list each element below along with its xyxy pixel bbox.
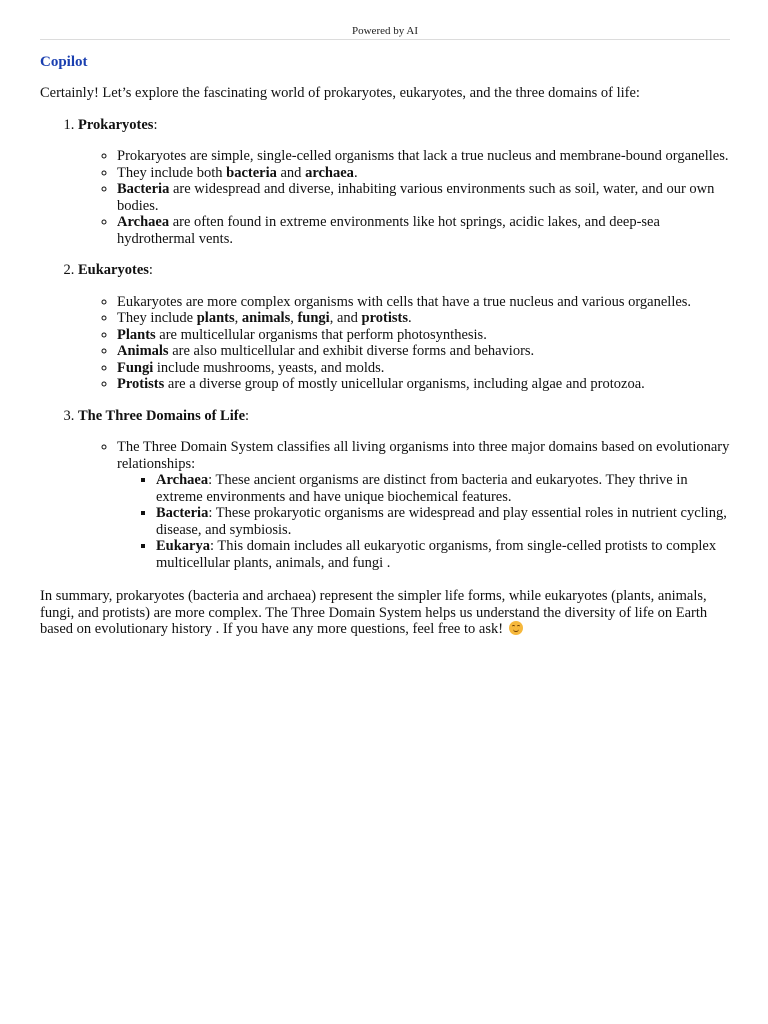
summary-text: In summary, prokaryotes (bacteria and archaea) represent the simpler life forms, while eukaryotes (plants, animals, fungi, and protists) are more complex. The Three Domain System helps us understand the diversity of life on Earth based on evolutionary history . If you have any more questions, feel free to ask!: [40, 588, 708, 637]
bold-term: bacteria: [226, 164, 277, 181]
bold-term: Plants: [117, 326, 156, 343]
bold-term: plants: [196, 310, 235, 326]
list-item: [117, 310, 732, 327]
domain-item: [156, 472, 732, 505]
list-item: [117, 360, 732, 377]
text-run: include mushrooms, yeasts, and molds.: [153, 359, 385, 376]
response-body: [40, 85, 732, 638]
bold-term: Archaea: [156, 472, 209, 488]
text-run: ,: [234, 310, 242, 326]
text-run: are widespread and diverse, inhabiting various environments such as soil, water, and our own bodies.: [117, 181, 715, 214]
section-title-text: Prokaryotes: [78, 116, 154, 133]
section-title-text: The Three Domains of Life: [78, 407, 246, 424]
list-item: [117, 294, 732, 311]
sections-list: [40, 117, 732, 572]
text-run: They include: [117, 310, 197, 326]
list-item: [117, 439, 732, 571]
text-run: ,: [290, 310, 298, 326]
section-prokaryotes: [78, 117, 732, 248]
section-the-three-domains-of-life: [78, 408, 732, 572]
list-item: [117, 181, 732, 214]
text-run: Prokaryotes are simple, single-celled organisms that lack a true nucleus and membrane-bound organelles.: [117, 148, 729, 164]
bold-term: Animals: [117, 343, 169, 359]
bold-term: Archaea: [117, 214, 170, 230]
brand-title: Copilot: [40, 54, 88, 70]
list-item: [117, 165, 732, 182]
bold-term: animals: [241, 310, 291, 326]
domain-item: [156, 505, 732, 538]
bold-term: fungi: [297, 310, 330, 326]
bold-term: Bacteria: [156, 505, 209, 521]
bullet-list: [78, 148, 732, 247]
summary-paragraph: [40, 588, 732, 638]
text-run: .: [353, 164, 358, 181]
section-eukaryotes: [78, 262, 732, 393]
text-run: The Three Domain System classifies all living organisms into three major domains based on evolutionary relationships:: [117, 439, 730, 472]
section-title: 3. The Three Domains of Life:: [78, 407, 250, 424]
list-item: [117, 148, 732, 165]
list-item: [117, 376, 732, 393]
list-item: [117, 343, 732, 360]
text-run: are multicellular organisms that perform photosynthesis.: [155, 326, 487, 343]
text-run: and: [276, 164, 306, 181]
smiling-face-icon: [509, 621, 523, 635]
bullet-list: [78, 294, 732, 393]
text-run: are often found in extreme environments like hot springs, acidic lakes, and deep-sea hydrothermal vents.: [117, 214, 660, 247]
bold-term: archaea: [305, 164, 354, 181]
bold-term: protists: [361, 310, 408, 326]
text-run: : This domain includes all eukaryotic organisms, from single-celled protists to complex multicellular plants, animals, and fungi .: [156, 538, 717, 571]
list-item: [117, 327, 732, 344]
section-title: 2. Eukaryotes:: [78, 262, 153, 278]
text-run: are also multicellular and exhibit diverse forms and behaviors.: [168, 343, 535, 359]
text-run: , and: [329, 310, 362, 326]
bold-term: Eukarya: [156, 538, 210, 554]
section-title: 1. Prokaryotes:: [78, 116, 158, 133]
bold-term: Protists: [117, 376, 165, 392]
domain-item: [156, 538, 732, 571]
text-run: : These ancient organisms are distinct from bacteria and eukaryotes. They thrive in extreme environments and have unique biochemical features.: [156, 472, 688, 505]
bold-term: Bacteria: [117, 181, 170, 197]
text-run: : These prokaryotic organisms are widespread and play essential roles in nutrient cycling, disease, and symbiosis.: [156, 505, 727, 538]
text-run: Eukaryotes are more complex organisms with cells that have a true nucleus and various organelles.: [117, 293, 692, 310]
section-title-text: Eukaryotes: [78, 262, 149, 278]
intro-paragraph: Certainly! Let’s explore the fascinating world of prokaryotes, eukaryotes, and the three domains of life:: [40, 85, 640, 101]
text-run: .: [408, 310, 412, 326]
domain-sublist: [117, 472, 732, 571]
bold-term: Fungi: [117, 359, 154, 376]
list-item: [117, 214, 732, 247]
text-run: They include both: [117, 164, 227, 181]
bullet-list: [78, 439, 732, 571]
text-run: are a diverse group of mostly unicellular organisms, including algae and protozoa.: [164, 376, 645, 392]
page-header: Powered by AI: [40, 25, 730, 40]
